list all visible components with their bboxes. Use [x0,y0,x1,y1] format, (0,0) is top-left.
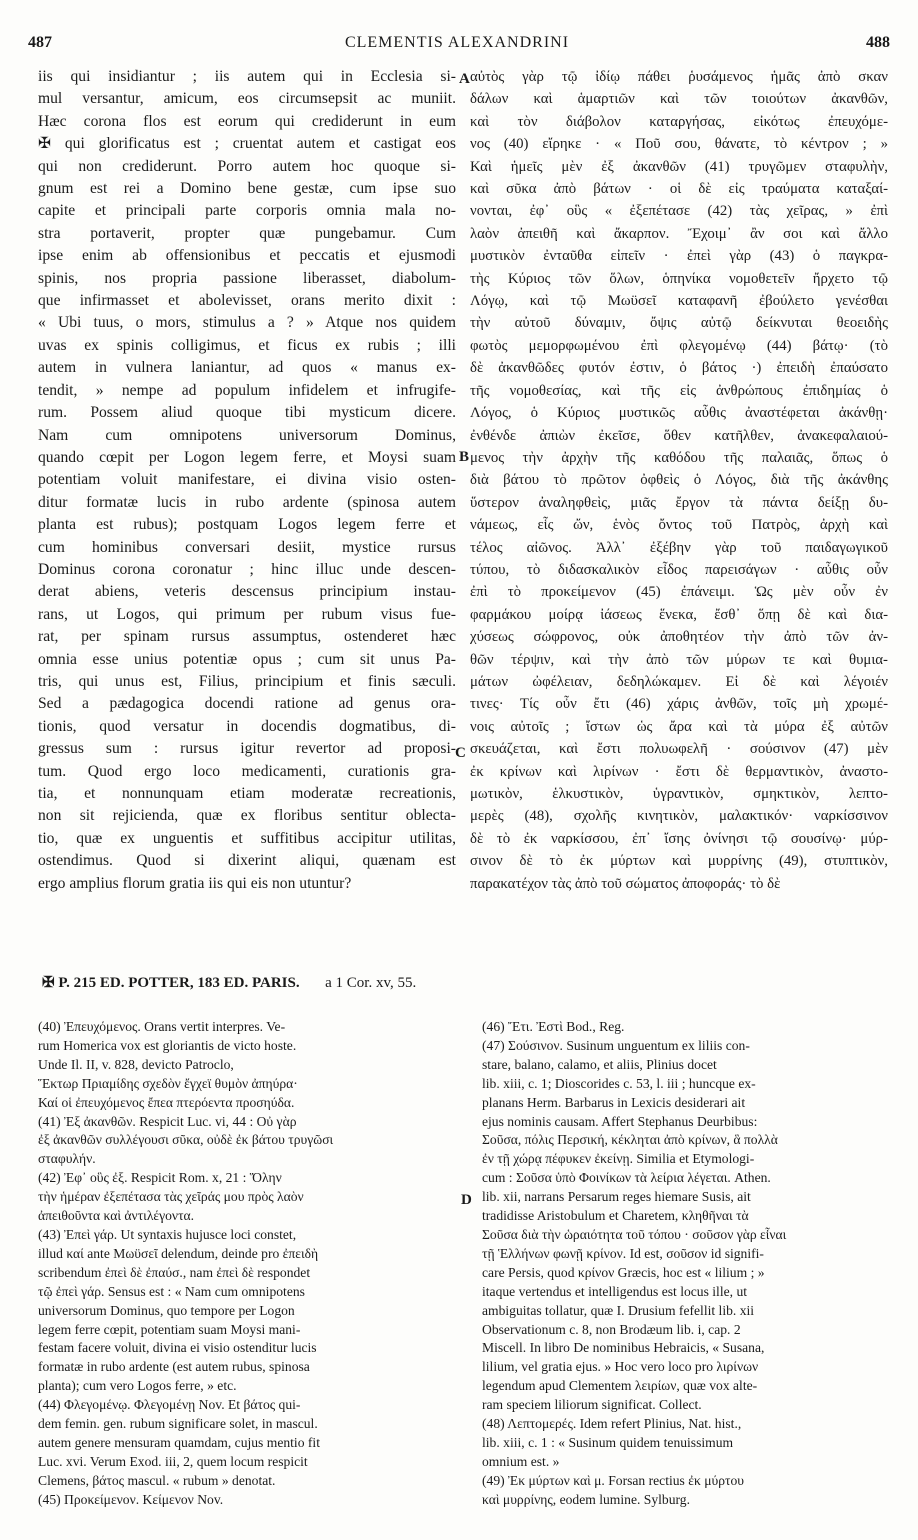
footnote-line: stare, balano, calamo, et aliis, Plinius docet [482,1056,717,1072]
footnote-line: Miscell. In libro De nominibus Hebraicis, « Susana, [482,1340,765,1356]
footnote-line: (45) Προκείμενον. Κείμενον Nov. [38,1491,224,1507]
footnote-line: Observationum c. 8, non Brodæum lib. i, cap. 2 [482,1321,741,1337]
footnote-line: σταφυλήν. [38,1151,96,1167]
latin-text-line: uvas ex spinis colligimus, et ficus ex rubis ; illi [38,336,456,354]
latin-text-line: potentiam voluit manifestare, ei divina visio osten- [38,471,456,489]
latin-text-line: stra portaverit, propter quæ pungebamur. Cum [38,224,456,242]
latin-text-line: rans, ut Logos, qui primum per rubum visus fue- [38,605,456,623]
footnote-line: (44) Φλεγομένῳ. Φλεγομένῃ Nov. Et βάτος qui- [38,1397,301,1413]
footnote-line: (43) Ἐπεὶ γάρ. Ut syntaxis hujusce loci constet, [38,1226,297,1242]
latin-text-line: ✠ qui glorificatus est ; cruentat autem et castigat eos [38,135,456,153]
footnote-line: Σοῦσα, πόλις Περσική, κέκληται ἀπὸ κρίνων, ἃ πολλὰ [482,1132,778,1148]
greek-text-line: ἐνθένδε ἀπιὼν ἐκεῖσε, ὅθεν κατῆλθεν, ἀνακεφαλαιού- [470,427,888,444]
latin-column [38,66,456,895]
latin-text-line: cum hominibus conversari desiit, mystice rursus [38,538,456,556]
footnote-line: omnium est. » [482,1453,560,1469]
footnote-line: ἐν τῇ χώρᾳ πέφυκεν ἐκείνῃ. Similia et Etymologi- [482,1151,755,1167]
footnote-line: (40) Ἐπευχόμενος. Orans vertit interpres. Ve- [38,1019,286,1034]
greek-text-line: τῆς νομοθεσίας, καὶ τῆς εἰς ἀνθρώπους ἐπιδημίας ὁ [470,382,888,399]
greek-text-line: νάμεως, εἷς ὤν, ἑνὸς ὄντος τοῦ Πατρὸς, ἀρχὴ καὶ [470,517,888,534]
footnote-line: ἐξ ἀκανθῶν συλλέγουσι σῦκα, οὐδὲ ἐκ βάτου τρυγῶσι [38,1132,334,1148]
footnote-line: (42) Ἐφ᾽ οὓς ἐξ. Respicit Rom. x, 21 : Ὅλην [38,1170,282,1186]
greek-text-line: Λόγος, ὁ Κύριος μυστικῶς αὖθις ἀναστέφεται ἀκάνθῃ· [470,405,888,422]
latin-text-line: spinis, nos propria passione liberasset, diabolum- [38,269,456,287]
scripture-reference: a 1 Cor. xv, 55. [325,975,417,991]
footnote-line: Ἕκτωρ Πριαμίδης σχεδὸν ἔγχεϊ θυμὸν ἀπηύρα· [38,1075,298,1091]
notes-right-column [482,1018,890,1510]
latin-text-line: tio, quæ ex unguentis et suffitibus accipitur utilitas, [38,829,456,847]
greek-text-line: θῶν τέρψιν, καὶ τὴν ἀπὸ τῶν μύρων τε καὶ θυμια- [470,651,888,668]
footnote-line: Καί οἱ ἐπευχόμενος ἔπεα πτερόεντα προσηύδα. [38,1094,295,1110]
latin-text-line: non sit rejicienda, quæ ex floribus sentitur oblecta- [38,807,456,825]
footer-references [42,973,892,992]
footnote-line: lib. xiii, c. 1; Dioscorides c. 53, l. iii ; huncque ex- [482,1075,756,1091]
greek-text-line: Λόγῳ, καὶ τῷ Μωϋσεῖ καταφανῆ ἐβούλετο γενέσθαι [470,293,888,310]
greek-text-line: τέλος αἰῶνος. Ἀλλ᾽ ἐξέβην γὰρ τοῦ παιδαγωγικοῦ [470,539,888,556]
greek-text-line: παρακατέχον τὰς ἀπὸ τοῦ σώματος ἀποφοράς· τὸ δὲ [470,875,781,892]
greek-text-line: Καὶ ἡμεῖς μὲν ἐξ ἀκανθῶν (41) τρυγῶμεν σταφυλὴν, [470,158,888,175]
footnote-line: τῷ ἐπεὶ γάρ. Sensus est : « Nam cum omnipotens [38,1283,305,1299]
margin-letter-b: B [459,449,470,465]
greek-text-line: μερὲς (48), σχολῆς κινητικὸν, μαλακτικόν· ναρκίσσινον [470,808,888,825]
footnote-line: ram speciem liliorum significat. Collect. [482,1397,702,1413]
greek-text-line: λαὸν ἀπειθῆ καὶ ἄκαρπον. Ἔχοιμ᾽ ἂν σοι καὶ ἄλλο [470,225,888,242]
footnote-line: τῇ Ἑλλήνων φωνῇ κρίνον. Id est, σοῦσον id signifi- [482,1245,764,1261]
footnote-line: (46) Ἔτι. Ἐστὶ Bod., Reg. [482,1019,625,1034]
greek-text-line: ὕστερον ἀναληφθεὶς, μιᾶς ἔργον τὰ πάντα δείξῃ δυ- [470,494,888,511]
latin-text-line: Nam cum omnipotens universorum Dominus, [38,426,456,444]
greek-text-line: φαρμάκου μοίρᾳ ἰάσεως ἕνεκα, ἔσθ᾽ ὅπῃ δὲ καὶ δια- [470,606,888,623]
footnote-line: Clemens, βάτος mascul. « rubum » denotat. [38,1472,276,1488]
greek-text-line: φωτὸς μεμορφωμένου ἐπὶ φλεγομένῳ (44) βάτῳ· (τὸ [470,337,888,354]
latin-text-line: rum. Possem aliud quoque tibi mysticum dicere. [38,404,456,422]
latin-text-line: gnum est rei a Domino bene gestæ, cum ipse suo [38,180,456,198]
footnote-line: planta); cum vero Logos ferre, » etc. [38,1378,237,1394]
footnote-line: autem genere mensuram quamdam, cujus mentio fit [38,1434,320,1450]
greek-text-line: τύπου, τὸ διδασκαλικὸν εἶδος παρεισάγων · αὖθις οὖν [470,561,888,578]
greek-text-line: νος (40) εἴρηκε · « Ποῦ σου, θάνατε, τὸ κέντρον ; » [470,136,888,153]
latin-text-line: rat, per spinam rursus assumptus, ostenderet hæc [38,628,456,646]
greek-text-line: ἐκ κρίνων καὶ λιρίνων · ἔστι δὲ θερμαντικὸν, ἀναστο- [470,763,888,780]
latin-text-line: omnia esse unius potentiæ opus ; cum sit unus Pa- [38,650,456,668]
margin-letter-d: D [461,1192,472,1208]
footnote-line: Unde Il. II, v. 828, devicto Patroclo, [38,1056,234,1072]
footnote-line: dem femin. gen. rubum significare solet, in mascul. [38,1416,318,1432]
footnote-line: ejus nominis causam. Affert Stephanus Deurbibus: [482,1113,758,1129]
latin-text-line: tia, et nonnunquam etiam moderatæ recreationis, [38,785,456,802]
greek-text-line: δὲ ἀκανθῶδες φυτόν ἐστιν, ὁ βάτος ·) ἐπειδὴ ἐπαύσατο [470,360,888,377]
notes-left-column [38,1018,454,1510]
greek-column [470,66,888,895]
latin-text-line: tendit, » nempe ad populum infidelem et infrugife- [38,381,456,399]
latin-text-line: planta est rubus); postquam Logos legem ferre et [38,516,456,534]
footnote-line: ambiguitas tollatur, quæ I. Drusium fefellit lib. xii [482,1302,755,1318]
footnote-line: (41) Ἐξ ἀκανθῶν. Respicit Luc. vi, 44 : Οὐ γὰρ [38,1113,297,1129]
footnote-line: legendum apud Clementem λειρίων, quæ vox alte- [482,1378,758,1394]
footnote-line: universorum Dominus, quo tempore per Logon [38,1302,295,1318]
footnote-line: legem ferre cœpit, potentiam suam Moysi mani- [38,1321,301,1337]
greek-text-line: καὶ σῦκα ἀπὸ βάτων · οἱ δὲ εἰς τραύματα καταξαί- [470,181,888,198]
page-number-left: 487 [28,34,52,51]
greek-text-line: τινες· Τίς οὖν ἔτι (46) χάρις ἀνθῶν, τοῖς μὴ χρωμέ- [470,696,888,713]
latin-text-line: ipse enim ab offensionibus et peccatis et ejusmodi [38,247,456,265]
margin-letter-c: C [455,745,466,761]
latin-text-line: Hæc corona flos est eorum qui crediderunt in eum [38,112,456,130]
latin-text-line: derat abiens, veteris descensus principium instau- [38,583,456,601]
latin-text-line: Dominus corona coronatur ; hinc illuc unde descen- [38,560,456,578]
footnote-line: formatæ in rubo ardente (est autem rubus, spinosa [38,1359,310,1375]
latin-text-line: autem in vulnera laniantur, ad quos « manus ex- [38,359,456,377]
latin-text-line: ditur formatæ lucis in rubo ardente (spinosa autem [38,493,456,511]
greek-text-line: σινον δὲ τὸ ἐκ μύρτων καὶ μυρρίνης (49), στυπτικὸν, [470,853,888,870]
page-number-right: 488 [866,34,890,51]
footnote-line: scribendum ἐπεὶ δὲ ἐπαύσ., nam ἐπεὶ δὲ respondet [38,1264,311,1280]
latin-text-line: qui non crediderunt. Porro autem hoc quoque si- [38,157,456,175]
greek-text-line: μυστικὸν ἐνταῦθα εἰπεῖν · ἐπεὶ γὰρ (43) ὁ παγκρα- [470,248,888,265]
footnote-line: illud καί ante Μωϋσεῖ delendum, deinde pro ἐπειδὴ [38,1245,319,1261]
footnote-line: Σοῦσα διὰ τὴν ὡραιότητα τοῦ τόπου · σοῦσον γὰρ εἶναι [482,1226,787,1242]
greek-text-line: διὰ βάτου τὸ πρῶτον ὀφθεὶς ὁ Λόγος, διὰ τῆς ἀκάνθης [470,472,888,489]
greek-text-line: καὶ τὸν διάβολον καταργήσας, εἰκότως ἐπευχόμε- [470,113,888,130]
footnote-line: Luc. xvi. Verum Exod. iii, 2, quem locum respicit [38,1453,308,1469]
latin-text-line: que infirmasset et abolevisset, orans merito dixit : [38,292,456,310]
footnote-line: cum : Σοῦσα ὑπὸ Φοινίκων τὰ λείρια λέγεται. Athen. [482,1170,771,1186]
footnote-line: καὶ μυρρίνης, eodem lumine. Sylburg. [482,1491,690,1507]
footnote-line: τὴν ἡμέραν ἐξεπέτασα τὰς χεῖράς μου πρὸς λαὸν [38,1189,304,1205]
footnote-line: rum Homerica vox est gloriantis de victo hoste. [38,1037,297,1053]
greek-text-line: μενος τὴν ἀρχὴν τῆς καθόδου τῆς παλαιᾶς, ὅπως ὁ [470,449,888,466]
greek-text-line: τὴν αὐτοῦ δύναμιν, ὄψις αὐτῷ δείκνυται θεοειδὴς [470,315,888,332]
greek-text-line: δὲ τὸ ἐκ ναρκίσσου, ἐπ᾽ ἴσης ὀνίνησι τῷ σουσίνῳ· μύρ- [470,830,888,847]
latin-text-line: mul versantur, amicum, eos circumsepsit ac muniit. [38,90,456,108]
latin-text-line: tionis, quod versatur in docendis dogmatibus, di- [38,717,456,735]
latin-text-line: tris, qui unus est, Filius, principium et finis sæculi. [38,672,456,690]
footnote-line: lib. xiii, c. 1 : « Susinum quidem tenuissimum [482,1434,734,1450]
latin-text-line: quando cœpit per Logon legem ferre, et Moysi suam [38,448,456,466]
greek-text-line: μάτων ὠφέλειαν, δεδηλώκαμεν. Εἰ δὲ καὶ λέγοιέν [470,673,888,690]
footnote-line: (48) Λεπτομερές. Idem refert Plinius, Nat. hist., [482,1416,742,1432]
greek-text-line: ἐπὶ τὸ προκείμενον (45) ἐπάνειμι. Ὡς μὲν οὖν ἐν [470,584,888,601]
greek-text-line: νονται, ἐφ᾽ οὓς « ἐξεπέτασε (42) τὰς χεῖρας, » ἐπὶ [470,203,888,220]
latin-text-line: Sed a pædagogica docendi ratione ad genus ora- [38,695,456,713]
footnote-line: itaque vertendus et intelligendus est locus ille, ut [482,1283,748,1299]
latin-text-line: ostendimus. Quod si dixerint aliqui, quænam est [38,852,456,870]
latin-text-line: iis qui insidiantur ; iis autem qui in Ecclesia si- [38,68,456,85]
footnote-line: (49) Ἐκ μύρτων καὶ μ. Forsan rectius ἐκ μύρτου [482,1472,744,1488]
greek-text-line: σκευάζεται, καὶ ἔστι πολυωφελῆ · σούσινον (47) μὲν [470,741,888,758]
footnote-line: ἀπειθοῦντα καὶ ἀντιλέγοντα. [38,1208,195,1224]
footnote-line: lib. xii, narrans Persarum reges hiemare Susis, ait [482,1189,751,1205]
footnote-line: care Persis, quod κρίνον Græcis, hoc est « lilium ; » [482,1264,765,1280]
greek-text-line: νοις αὐτοῖς ; ἴστων ὡς ἄρα καὶ τὰ μύρα ἐξ αὐτῶν [470,718,888,735]
running-head [24,34,890,58]
footnote-line: planans Herm. Barbarus in Lexicis desiderari ait [482,1094,746,1110]
greek-text-line: χύσεως σώφρονος, οὐκ ἀποθητέον τὴν ἀπὸ τῶν ἀν- [470,629,888,646]
latin-text-line: tum. Quod ergo loco medicamenti, curationis gra- [38,762,456,780]
latin-text-line: capite et principali parte corporis omnia mala no- [38,202,456,220]
latin-text-line: « Ubi tuus, o mors, stimulus a ? » Atque nos quidem [38,314,456,332]
footnote-line: lilium, vel gratia ejus. » Hoc vero loco pro λιρίνων [482,1359,759,1375]
running-title: CLEMENTIS ALEXANDRINI [344,34,570,51]
greek-text-line: αὐτὸς γὰρ τῷ ἰδίῳ πάθει ῥυσάμενος ἡμᾶς ἀπὸ σκαν [470,69,888,85]
greek-text-line: δάλων καὶ ἁμαρτιῶν καὶ τῶν τοιούτων ἀκανθῶν, [470,91,888,108]
margin-letter-a: A [459,71,470,87]
footnote-line: festam facere voluit, divina ei visio ostenditur lucis [38,1340,317,1356]
latin-text-line: ergo amplius florum gratia iis qui eis non utuntur? [38,874,352,892]
latin-text-line: gressus sum : rursus igitur revertor ad proposi- [38,740,456,758]
edition-reference: ✠ P. 215 ED. POTTER, 183 ED. PARIS. [42,975,300,991]
greek-text-line: τὴς Κύριος τῶν ὅλων, ὁπηνίκα νομοθετεῖν ἤρχετο τῷ [470,270,888,287]
footnote-line: (47) Σούσινον. Susinum unguentum ex liliis con- [482,1037,750,1053]
greek-text-line: μωτικὸν, ἑλκυστικὸν, ὑγραντικὸν, σμηκτικὸν, λεπτο- [470,786,888,802]
footnote-line: tradidisse Aristobulum et Charetem, κληθῆναι τὰ [482,1208,749,1224]
